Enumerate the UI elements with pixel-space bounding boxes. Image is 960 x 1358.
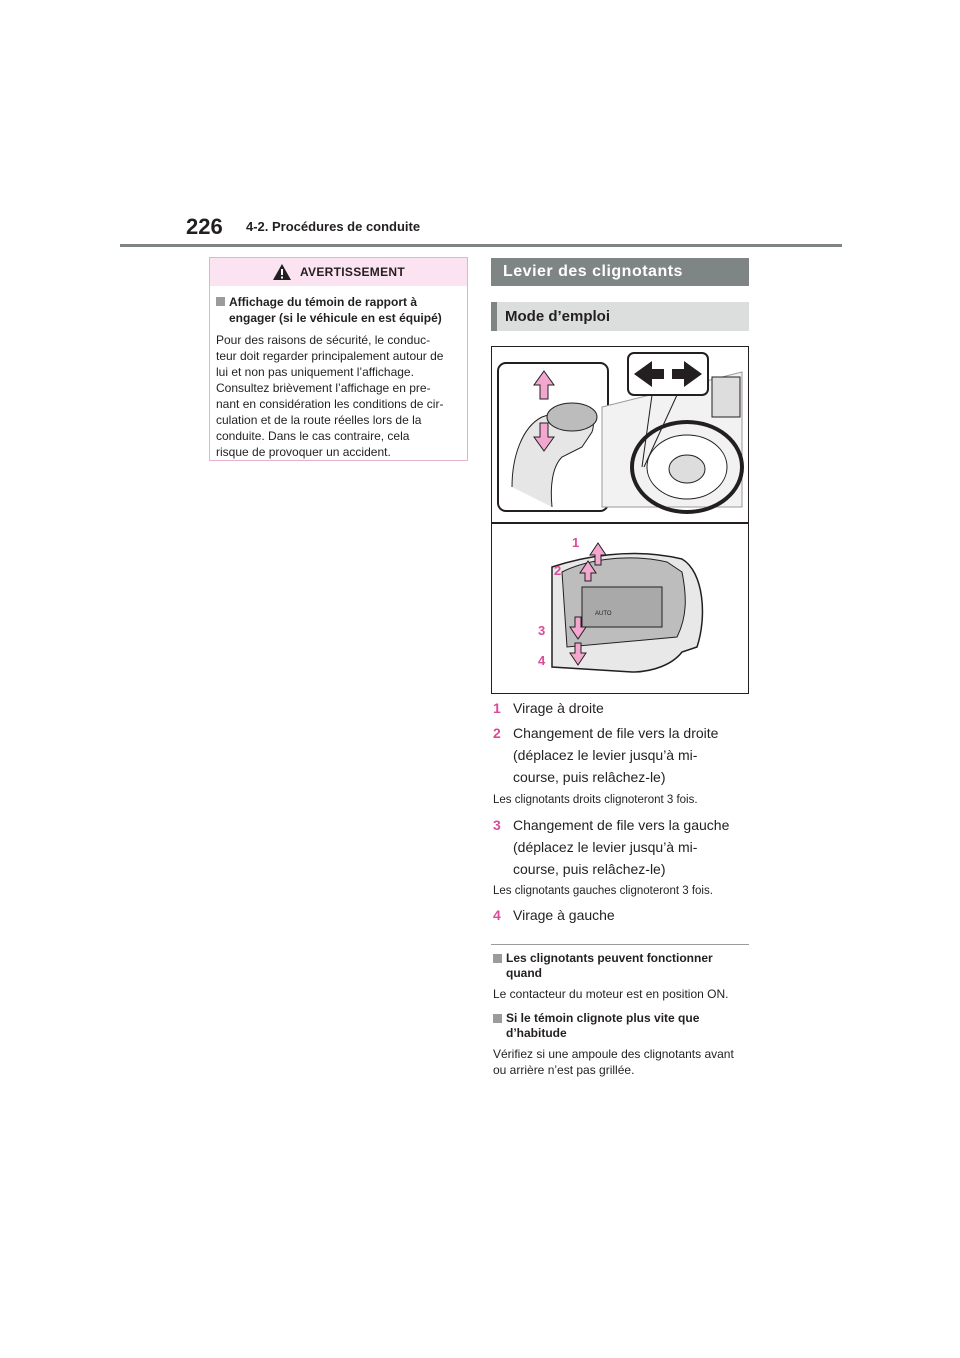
warning-triangle-icon (272, 263, 292, 281)
section-reference: 4-2. Procédures de conduite (246, 219, 421, 234)
warning-title: Affichage du témoin de rapport à engager (si le véhicule en est équipé) (210, 286, 467, 326)
page-number: 226 (186, 214, 223, 239)
step-2: 2 Changement de file vers la droite (déplacez le levier jusqu’à mi- course, puis relâchez-le) (493, 725, 719, 785)
info-2-text: Vérifiez si une ampoule des clignotants avant ou arrière n’est pas grillée. (493, 1047, 734, 1077)
info-1-text: Le contacteur du moteur est en position ON. (493, 987, 729, 1001)
info-separator (491, 944, 749, 945)
warning-header (210, 258, 467, 286)
square-bullet-icon (493, 1014, 502, 1023)
callout-2: 2 (554, 563, 562, 578)
illustration-svg (492, 347, 748, 693)
square-bullet-icon (216, 297, 225, 306)
callout-3: 3 (538, 623, 546, 638)
turn-signal-illustration (491, 346, 749, 694)
info-1-title: Les clignotants peuvent fonctionner quand (493, 951, 749, 981)
lever-auto-label: AUTO (595, 611, 612, 617)
header-rule (120, 244, 842, 247)
callout-4: 4 (538, 653, 546, 668)
note-right-signal: Les clignotants droits clignoteront 3 fois. (493, 794, 698, 806)
step-1: 1 Virage à droite (493, 700, 604, 716)
section-subtitle-band (491, 302, 749, 331)
square-bullet-icon (493, 954, 502, 963)
callout-1: 1 (572, 535, 580, 550)
step-3: 3 Changement de file vers la gauche (déplacez le levier jusqu’à mi- course, puis relâchez-le) (493, 817, 730, 877)
section-title: Levier des clignotants (491, 258, 749, 286)
warning-text: Pour des raisons de sécurité, le conduc- teur doit regarder principalement autour de lui et non pas uniquement l’affichage. Consultez brièvement l’affichage en pre- nant en considération les conditions de cir- culation et de la route réelles lors de la conduite. Dans le cas contraire, cela risque de provoquer un accident. (216, 333, 444, 459)
warning-box (209, 257, 468, 461)
warning-heading: AVERTISSEMENT (299, 265, 406, 279)
note-left-signal: Les clignotants gauches clignoteront 3 fois. (493, 885, 713, 897)
info-2-title: Si le témoin clignote plus vite que d’habitude (493, 1011, 749, 1041)
step-4: 4 Virage à gauche (493, 907, 615, 923)
section-subtitle: Mode d’emploi (505, 308, 610, 325)
subtitle-accent-bar (491, 302, 497, 331)
